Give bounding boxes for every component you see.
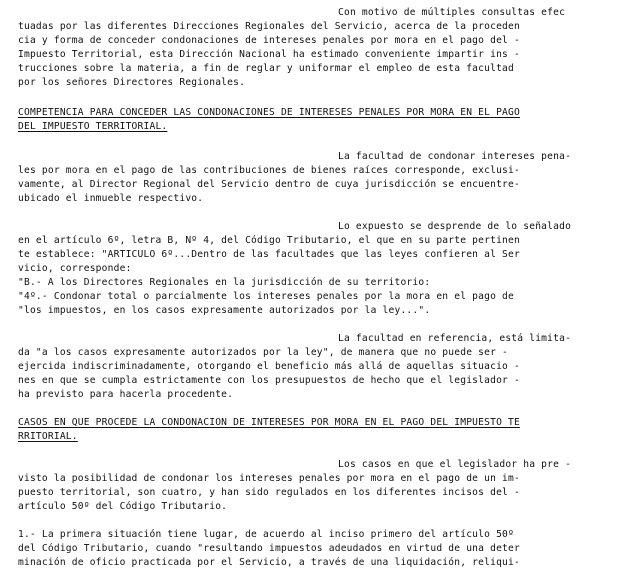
text-line: del Código Tributario, cuando "resultando impuestos adeudados en virtud de una deter (18, 543, 520, 554)
text-line: minación de oficio practicada por el Servicio, a través de una liquidación, reliqui- (18, 557, 520, 568)
text-line: da "a los casos expresamente autorizados por la ley", de manera que no puede ser - (18, 347, 509, 358)
heading-line: COMPETENCIA PARA CONCEDER LAS CONDONACIONES DE INTERESES PENALES POR MORA EN EL PAGO (18, 107, 520, 118)
text-line: "los impuestos, en los casos expresamente autorizados por la ley...". (18, 305, 431, 316)
text-line: ubicado el inmueble respectivo. (18, 193, 204, 204)
text-line: cia y forma de conceder condonaciones de intereses penales por mora en el pago del - (18, 35, 520, 46)
text-line: les por mora en el pago de las contribuciones de bienes raíces corresponde, exclusi- (18, 165, 520, 176)
text-line: te establece: "ARTICULO 6º...Dentro de las facultades que las leyes confieren al Ser (18, 249, 520, 260)
heading-line: DEL IMPUESTO TERRITORIAL. (18, 121, 168, 132)
text-line: La facultad de condonar intereses pena- (338, 151, 572, 162)
text-line: en el artículo 6º, letra B, Nº 4, del Código Tributario, el que en su parte pertinen (18, 235, 520, 246)
text-line: puesto territorial, son cuatro, y han sido regulados en los diferentes incisos del - (18, 487, 520, 498)
text-line: Lo expuesto se desprende de lo señalado (338, 221, 572, 232)
text-line: "4º.- Condonar total o parcialmente los intereses penales por la mora en el pago de (18, 291, 515, 302)
text-line: "B.- A los Directores Regionales en la jurisdicción de su territorio: (18, 277, 431, 288)
text-line: por los señores Directores Regionales. (18, 77, 246, 88)
heading-line: RRITORIAL. (18, 431, 78, 442)
text-line: tuadas por las diferentes Direcciones Regionales del Servicio, acerca de la proceden (18, 21, 520, 32)
text-line: ejercida indiscriminadamente, otorgando el beneficio más allá de aquellas situacio - (18, 361, 520, 372)
text-line: nes en que se cumpla estrictamente con los presupuestos de hecho que el legislador - (18, 375, 520, 386)
text-line: Con motivo de múltiples consultas efec (338, 7, 566, 18)
heading-line: CASOS EN QUE PROCEDE LA CONDONACION DE INTERESES POR MORA EN EL PAGO DEL IMPUESTO TE (18, 417, 520, 428)
text-line: Impuesto Territorial, esta Dirección Nacional ha estimado conveniente impartir ins - (18, 49, 520, 60)
text-line: 1.- La primera situación tiene lugar, de acuerdo al inciso primero del artículo 50º (18, 529, 515, 540)
text-line: vamente, al Director Regional del Servicio dentro de cuya jurisdicción se encuentre- (18, 179, 520, 190)
text-line: vicio, corresponde: (18, 263, 132, 274)
text-line: Los casos en que el legislador ha pre - (338, 459, 572, 470)
text-line: La facultad en referencia, está limita- (338, 333, 572, 344)
text-line: trucciones sobre la materia, a fin de reglar y uniformar el empleo de esta facultad (18, 63, 515, 74)
text-line: visto la posibilidad de condonar los intereses penales por mora en el pago de un im- (18, 473, 520, 484)
text-line: ha previsto para hacerla procedente. (18, 389, 234, 400)
text-line: artículo 50º del Código Tributario. (18, 501, 228, 512)
